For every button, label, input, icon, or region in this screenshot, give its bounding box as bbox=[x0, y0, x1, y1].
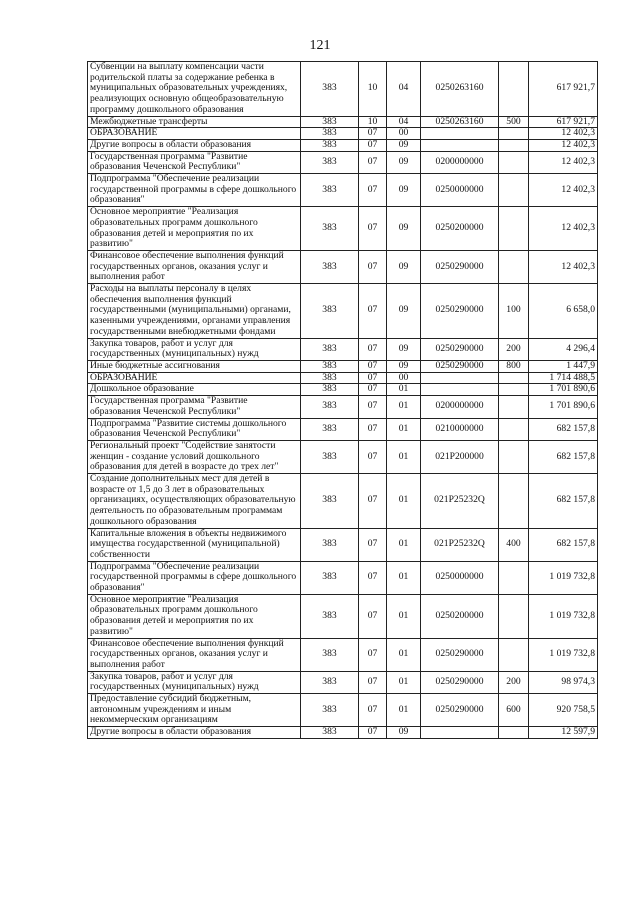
cell-amount: 12 402,3 bbox=[529, 151, 598, 173]
cell-amount: 1 447,9 bbox=[529, 360, 598, 372]
cell-target-article: 0200000000 bbox=[421, 396, 499, 418]
cell-name: Иные бюджетные ассигнования bbox=[88, 360, 301, 372]
table-body bbox=[88, 62, 598, 739]
cell-section-code: 07 bbox=[359, 174, 387, 207]
cell-subsection-code: 09 bbox=[387, 284, 421, 339]
cell-admin-code: 383 bbox=[301, 528, 359, 561]
cell-name: Другие вопросы в области образования bbox=[88, 727, 301, 739]
cell-amount: 12 402,3 bbox=[529, 128, 598, 140]
cell-target-article: 0250290000 bbox=[421, 250, 499, 283]
cell-target-article: 0250290000 bbox=[421, 694, 499, 727]
page-number: 121 bbox=[309, 38, 331, 53]
cell-admin-code: 383 bbox=[301, 151, 359, 173]
cell-admin-code: 383 bbox=[301, 671, 359, 693]
cell-name: Капитальные вложения в объекты недвижимого имущества государственной (муниципальной) собственности bbox=[88, 528, 301, 561]
cell-subsection-code: 09 bbox=[387, 174, 421, 207]
cell-target-article: 0200000000 bbox=[421, 151, 499, 173]
cell-name: Финансовое обеспечение выполнения функций государственных органов, оказания услуг и выполнения работ bbox=[88, 250, 301, 283]
table-row bbox=[88, 396, 598, 418]
table-row bbox=[88, 62, 598, 117]
cell-name: Подпрограмма "Обеспечение реализации государственной программы в сфере дошкольного образования" bbox=[88, 561, 301, 594]
cell-section-code: 07 bbox=[359, 151, 387, 173]
cell-expense-type bbox=[499, 396, 529, 418]
cell-amount: 12 402,3 bbox=[529, 250, 598, 283]
cell-admin-code: 383 bbox=[301, 418, 359, 440]
cell-name: ОБРАЗОВАНИЕ bbox=[88, 128, 301, 140]
cell-amount: 920 758,5 bbox=[529, 694, 598, 727]
cell-section-code: 07 bbox=[359, 139, 387, 151]
cell-name: Межбюджетные трансферты bbox=[88, 116, 301, 128]
cell-section-code: 07 bbox=[359, 396, 387, 418]
cell-name: Государственная программа "Развитие образования Чеченской Республики" bbox=[88, 396, 301, 418]
cell-admin-code: 383 bbox=[301, 250, 359, 283]
cell-expense-type: 200 bbox=[499, 671, 529, 693]
table-row bbox=[88, 360, 598, 372]
cell-subsection-code: 01 bbox=[387, 396, 421, 418]
cell-name: Основное мероприятие "Реализация образовательных программ дошкольного образования детей и мероприятия по их развитию" bbox=[88, 594, 301, 638]
cell-section-code: 07 bbox=[359, 638, 387, 671]
cell-target-article: 0250263160 bbox=[421, 116, 499, 128]
table-row bbox=[88, 384, 598, 396]
cell-amount: 682 157,8 bbox=[529, 418, 598, 440]
cell-name: Региональный проект "Содействие занятости женщин - создание условий дошкольного образования для детей в возрасте до трех лет" bbox=[88, 440, 301, 473]
cell-target-article: 0250000000 bbox=[421, 561, 499, 594]
cell-expense-type bbox=[499, 474, 529, 529]
cell-subsection-code: 01 bbox=[387, 561, 421, 594]
table-row bbox=[88, 694, 598, 727]
cell-subsection-code: 01 bbox=[387, 528, 421, 561]
cell-amount: 617 921,7 bbox=[529, 116, 598, 128]
cell-expense-type bbox=[499, 372, 529, 384]
cell-expense-type bbox=[499, 128, 529, 140]
table-row bbox=[88, 151, 598, 173]
cell-name: Предоставление субсидий бюджетным, автономным учреждениям и иным некоммерческим организациям bbox=[88, 694, 301, 727]
cell-name: Подпрограмма "Развитие системы дошкольного образования Чеченской Республики" bbox=[88, 418, 301, 440]
cell-target-article bbox=[421, 727, 499, 739]
cell-subsection-code: 01 bbox=[387, 594, 421, 638]
cell-subsection-code: 09 bbox=[387, 727, 421, 739]
cell-amount: 682 157,8 bbox=[529, 474, 598, 529]
cell-expense-type bbox=[499, 418, 529, 440]
cell-subsection-code: 00 bbox=[387, 372, 421, 384]
cell-section-code: 07 bbox=[359, 440, 387, 473]
cell-admin-code: 383 bbox=[301, 207, 359, 251]
table-row bbox=[88, 528, 598, 561]
table-row bbox=[88, 418, 598, 440]
cell-admin-code: 383 bbox=[301, 561, 359, 594]
cell-subsection-code: 09 bbox=[387, 250, 421, 283]
cell-section-code: 07 bbox=[359, 474, 387, 529]
cell-expense-type bbox=[499, 250, 529, 283]
cell-expense-type bbox=[499, 440, 529, 473]
cell-target-article: 021P25232Q bbox=[421, 528, 499, 561]
cell-subsection-code: 01 bbox=[387, 638, 421, 671]
cell-amount: 1 019 732,8 bbox=[529, 594, 598, 638]
cell-expense-type: 600 bbox=[499, 694, 529, 727]
cell-subsection-code: 01 bbox=[387, 418, 421, 440]
cell-target-article: 0210000000 bbox=[421, 418, 499, 440]
cell-target-article bbox=[421, 139, 499, 151]
cell-name: ОБРАЗОВАНИЕ bbox=[88, 372, 301, 384]
cell-target-article: 0250200000 bbox=[421, 207, 499, 251]
cell-name: Подпрограмма "Обеспечение реализации государственной программы в сфере дошкольного образования" bbox=[88, 174, 301, 207]
table-row bbox=[88, 139, 598, 151]
cell-subsection-code: 09 bbox=[387, 139, 421, 151]
cell-admin-code: 383 bbox=[301, 396, 359, 418]
cell-admin-code: 383 bbox=[301, 727, 359, 739]
cell-subsection-code: 01 bbox=[387, 384, 421, 396]
cell-section-code: 07 bbox=[359, 338, 387, 360]
table-row bbox=[88, 594, 598, 638]
cell-section-code: 07 bbox=[359, 561, 387, 594]
cell-section-code: 07 bbox=[359, 727, 387, 739]
cell-amount: 12 402,3 bbox=[529, 174, 598, 207]
cell-section-code: 10 bbox=[359, 116, 387, 128]
cell-subsection-code: 09 bbox=[387, 338, 421, 360]
cell-subsection-code: 09 bbox=[387, 360, 421, 372]
table-row bbox=[88, 116, 598, 128]
cell-name: Субвенции на выплату компенсации части родительской платы за содержание ребенка в муниципальных образовательных учреждениях, реализующих основную общеобразовательную программу дошкольного образования bbox=[88, 62, 301, 117]
cell-admin-code: 383 bbox=[301, 372, 359, 384]
cell-name: Финансовое обеспечение выполнения функций государственных органов, оказания услуг и выполнения работ bbox=[88, 638, 301, 671]
cell-amount: 682 157,8 bbox=[529, 528, 598, 561]
cell-expense-type bbox=[499, 638, 529, 671]
cell-expense-type: 200 bbox=[499, 338, 529, 360]
cell-name: Государственная программа "Развитие образования Чеченской Республики" bbox=[88, 151, 301, 173]
table-row bbox=[88, 440, 598, 473]
cell-admin-code: 383 bbox=[301, 694, 359, 727]
cell-amount: 12 402,3 bbox=[529, 139, 598, 151]
cell-target-article: 0250000000 bbox=[421, 174, 499, 207]
cell-section-code: 07 bbox=[359, 128, 387, 140]
cell-expense-type: 400 bbox=[499, 528, 529, 561]
table-row bbox=[88, 207, 598, 251]
cell-name: Создание дополнительных мест для детей в возрасте от 1,5 до 3 лет в образовательных организациях, осуществляющих образовательную деятельность по образовательным программам дошкольного образования bbox=[88, 474, 301, 529]
cell-amount: 617 921,7 bbox=[529, 62, 598, 117]
cell-subsection-code: 09 bbox=[387, 151, 421, 173]
cell-amount: 98 974,3 bbox=[529, 671, 598, 693]
cell-expense-type: 500 bbox=[499, 116, 529, 128]
cell-section-code: 07 bbox=[359, 528, 387, 561]
cell-admin-code: 383 bbox=[301, 360, 359, 372]
table-row bbox=[88, 250, 598, 283]
table-row bbox=[88, 561, 598, 594]
cell-name: Основное мероприятие "Реализация образовательных программ дошкольного образования детей и мероприятия по их развитию" bbox=[88, 207, 301, 251]
cell-target-article: 0250263160 bbox=[421, 62, 499, 117]
cell-expense-type bbox=[499, 207, 529, 251]
cell-name: Закупка товаров, работ и услуг для государственных (муниципальных) нужд bbox=[88, 671, 301, 693]
cell-expense-type bbox=[499, 62, 529, 117]
cell-expense-type: 100 bbox=[499, 284, 529, 339]
cell-expense-type bbox=[499, 151, 529, 173]
cell-admin-code: 383 bbox=[301, 284, 359, 339]
cell-target-article bbox=[421, 128, 499, 140]
table-row bbox=[88, 338, 598, 360]
cell-amount: 12 597,9 bbox=[529, 727, 598, 739]
table-row bbox=[88, 372, 598, 384]
cell-amount: 1 019 732,8 bbox=[529, 638, 598, 671]
cell-amount: 1 701 890,6 bbox=[529, 384, 598, 396]
cell-target-article: 0250200000 bbox=[421, 594, 499, 638]
cell-section-code: 07 bbox=[359, 360, 387, 372]
cell-amount: 12 402,3 bbox=[529, 207, 598, 251]
cell-amount: 1 019 732,8 bbox=[529, 561, 598, 594]
table-row bbox=[88, 128, 598, 140]
cell-admin-code: 383 bbox=[301, 638, 359, 671]
cell-name: Дошкольное образование bbox=[88, 384, 301, 396]
cell-admin-code: 383 bbox=[301, 384, 359, 396]
cell-target-article: 021P200000 bbox=[421, 440, 499, 473]
cell-expense-type bbox=[499, 727, 529, 739]
cell-admin-code: 383 bbox=[301, 139, 359, 151]
table-row bbox=[88, 284, 598, 339]
cell-admin-code: 383 bbox=[301, 174, 359, 207]
cell-target-article: 0250290000 bbox=[421, 638, 499, 671]
cell-amount: 6 658,0 bbox=[529, 284, 598, 339]
cell-section-code: 07 bbox=[359, 284, 387, 339]
table-row bbox=[88, 638, 598, 671]
cell-section-code: 07 bbox=[359, 694, 387, 727]
cell-subsection-code: 01 bbox=[387, 474, 421, 529]
cell-section-code: 07 bbox=[359, 207, 387, 251]
cell-section-code: 07 bbox=[359, 250, 387, 283]
cell-admin-code: 383 bbox=[301, 594, 359, 638]
cell-subsection-code: 09 bbox=[387, 207, 421, 251]
cell-amount: 682 157,8 bbox=[529, 440, 598, 473]
cell-subsection-code: 04 bbox=[387, 116, 421, 128]
cell-section-code: 07 bbox=[359, 372, 387, 384]
cell-section-code: 07 bbox=[359, 671, 387, 693]
cell-expense-type: 800 bbox=[499, 360, 529, 372]
cell-admin-code: 383 bbox=[301, 338, 359, 360]
cell-subsection-code: 01 bbox=[387, 671, 421, 693]
cell-name: Другие вопросы в области образования bbox=[88, 139, 301, 151]
table-row bbox=[88, 174, 598, 207]
cell-target-article: 0250290000 bbox=[421, 360, 499, 372]
cell-amount: 1 701 890,6 bbox=[529, 396, 598, 418]
cell-expense-type bbox=[499, 384, 529, 396]
cell-subsection-code: 04 bbox=[387, 62, 421, 117]
cell-subsection-code: 01 bbox=[387, 694, 421, 727]
cell-target-article: 0250290000 bbox=[421, 284, 499, 339]
cell-admin-code: 383 bbox=[301, 440, 359, 473]
cell-admin-code: 383 bbox=[301, 128, 359, 140]
cell-target-article bbox=[421, 372, 499, 384]
cell-amount: 1 714 488,5 bbox=[529, 372, 598, 384]
cell-section-code: 07 bbox=[359, 594, 387, 638]
cell-section-code: 07 bbox=[359, 384, 387, 396]
cell-target-article: 0250290000 bbox=[421, 671, 499, 693]
cell-subsection-code: 01 bbox=[387, 440, 421, 473]
cell-subsection-code: 00 bbox=[387, 128, 421, 140]
cell-expense-type bbox=[499, 174, 529, 207]
cell-admin-code: 383 bbox=[301, 116, 359, 128]
cell-target-article: 0250290000 bbox=[421, 338, 499, 360]
cell-section-code: 10 bbox=[359, 62, 387, 117]
table-row bbox=[88, 727, 598, 739]
cell-amount: 4 296,4 bbox=[529, 338, 598, 360]
cell-admin-code: 383 bbox=[301, 474, 359, 529]
cell-expense-type bbox=[499, 594, 529, 638]
budget-table bbox=[87, 61, 598, 739]
cell-section-code: 07 bbox=[359, 418, 387, 440]
cell-admin-code: 383 bbox=[301, 62, 359, 117]
cell-target-article bbox=[421, 384, 499, 396]
cell-expense-type bbox=[499, 561, 529, 594]
cell-name: Расходы на выплаты персоналу в целях обеспечения выполнения функций государственными (муниципальными) органами, казенными учреждениями, органами управления государственными внебюджетными фондами bbox=[88, 284, 301, 339]
cell-expense-type bbox=[499, 139, 529, 151]
table-row bbox=[88, 474, 598, 529]
table-row bbox=[88, 671, 598, 693]
cell-name: Закупка товаров, работ и услуг для государственных (муниципальных) нужд bbox=[88, 338, 301, 360]
cell-target-article: 021P25232Q bbox=[421, 474, 499, 529]
